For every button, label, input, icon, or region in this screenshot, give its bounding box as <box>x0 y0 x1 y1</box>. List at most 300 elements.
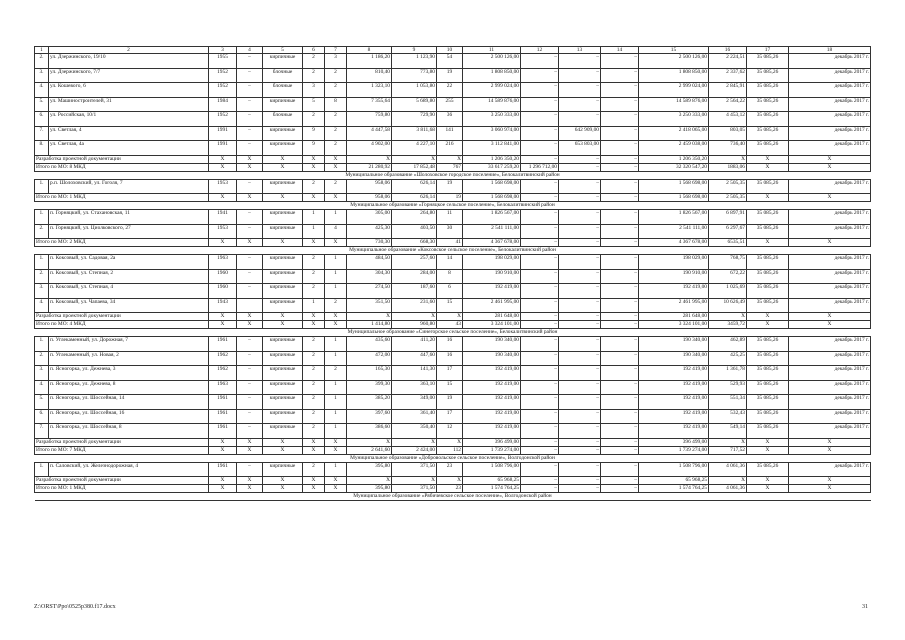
table-cell: 35 085,26 <box>747 380 789 395</box>
table-cell: 2 418 065,00 <box>639 126 709 141</box>
table-cell: декабрь 2017 г. <box>789 337 871 352</box>
table-cell: 17 <box>437 409 463 424</box>
table-cell: 35 085,26 <box>747 54 789 69</box>
table-cell: 35 085,26 <box>747 337 789 352</box>
summary-cell: 730,30 <box>347 239 392 247</box>
table-cell: 2 564,22 <box>709 97 747 112</box>
summary-cell: X <box>303 321 325 329</box>
table-cell: 35 085,26 <box>747 424 789 439</box>
table-body <box>35 47 871 501</box>
table-cell: 1 323,10 <box>347 83 392 98</box>
address-cell: р.п. Шолоховский, ул. Гоголя, 7 <box>49 179 209 194</box>
summary-cell: X <box>747 313 789 321</box>
table-cell: 3 <box>303 83 325 98</box>
summary-cell: X <box>209 321 237 329</box>
summary-cell: – <box>521 446 559 454</box>
summary-cell: 371,50 <box>392 485 437 493</box>
summary-cell: 3459,72 <box>709 321 747 329</box>
summary-cell: X <box>789 239 871 247</box>
table-cell: 2 461 995,00 <box>463 298 521 313</box>
summary-row <box>35 313 871 321</box>
table-cell: – <box>601 380 639 395</box>
table-cell: 2 461 995,00 <box>639 298 709 313</box>
summary-cell: X <box>237 321 263 329</box>
summary-cell: X <box>789 321 871 329</box>
summary-cell: – <box>521 155 559 163</box>
table-row <box>35 141 871 156</box>
summary-cell: 3 324 101,00 <box>463 321 521 329</box>
table-cell: – <box>559 54 601 69</box>
table-cell: 264,80 <box>392 210 437 225</box>
summary-cell: 4 061,36 <box>709 485 747 493</box>
table-row <box>35 83 871 98</box>
table-cell: 351,50 <box>347 298 392 313</box>
summary-cell: – <box>559 239 601 247</box>
table-cell: 231,60 <box>392 298 437 313</box>
table-cell: кирпичные <box>263 141 303 156</box>
summary-cell: X <box>209 438 237 446</box>
summary-cell: – <box>559 155 601 163</box>
summary-cell: X <box>392 477 437 485</box>
table-cell: 2 <box>303 112 325 127</box>
table-cell: 2 500 126,00 <box>463 54 521 69</box>
table-cell: 4. <box>35 380 49 395</box>
summary-cell: – <box>601 438 639 446</box>
summary-cell: 32 320 547,20 <box>639 163 709 171</box>
table-cell: 447,60 <box>392 351 437 366</box>
summary-cell: X <box>789 163 871 171</box>
summary-cell: 65 968,25 <box>639 477 709 485</box>
table-cell: 2 <box>325 298 347 313</box>
table-cell: – <box>521 68 559 83</box>
table-cell: 1943 <box>209 298 237 313</box>
table-cell: – <box>559 380 601 395</box>
table-cell: декабрь 2017 г. <box>789 366 871 381</box>
table-cell: 2 505,35 <box>709 179 747 194</box>
column-number-cell: 11 <box>463 47 521 54</box>
summary-cell: 1 568 698,00 <box>639 194 709 202</box>
summary-cell: – <box>559 194 601 202</box>
table-cell: – <box>521 366 559 381</box>
summary-cell: X <box>237 194 263 202</box>
table-cell: 1 <box>303 224 325 239</box>
summary-cell: X <box>789 438 871 446</box>
table-cell: 2 541 111,00 <box>639 224 709 239</box>
table-cell: 1 <box>325 462 347 477</box>
summary-row <box>35 477 871 485</box>
table-cell: 1953 <box>209 179 237 194</box>
table-cell: 6 897,91 <box>709 210 747 225</box>
address-cell: п. Коксовый, ул. Степная, 4 <box>49 284 209 299</box>
table-cell: 2 <box>303 395 325 410</box>
table-cell: 5. <box>35 395 49 410</box>
table-cell: 1955 <box>209 54 237 69</box>
table-cell: декабрь 2017 г. <box>789 112 871 127</box>
table-cell: – <box>237 462 263 477</box>
column-number-cell: 7 <box>325 47 347 54</box>
table-cell: 2 <box>325 141 347 156</box>
table-cell: 1. <box>35 255 49 270</box>
column-number-cell: 10 <box>437 47 463 54</box>
table-cell: 2 <box>303 351 325 366</box>
table-cell: – <box>521 141 559 156</box>
table-cell: 1 508 796,00 <box>463 462 521 477</box>
table-cell: 385,20 <box>347 395 392 410</box>
table-row <box>35 337 871 352</box>
summary-cell: – <box>601 313 639 321</box>
table-cell: 6 297,67 <box>709 224 747 239</box>
table-cell: 2 <box>325 366 347 381</box>
summary-cell: – <box>559 438 601 446</box>
table-cell: – <box>601 126 639 141</box>
table-cell: 2 <box>303 337 325 352</box>
column-number-cell: 17 <box>747 47 789 54</box>
table-cell: – <box>601 179 639 194</box>
table-cell: 15 <box>437 380 463 395</box>
table-cell: 803,05 <box>709 126 747 141</box>
address-cell: ул. Дзержинского, 7/7 <box>49 68 209 83</box>
summary-cell: X <box>237 438 263 446</box>
summary-cell: – <box>601 477 639 485</box>
table-cell: – <box>521 351 559 366</box>
table-cell: 14 <box>437 255 463 270</box>
summary-cell: X <box>209 155 237 163</box>
table-cell: кирпичные <box>263 366 303 381</box>
summary-cell: X <box>347 155 392 163</box>
table-cell: 1941 <box>209 210 237 225</box>
table-cell: 6 <box>437 284 463 299</box>
summary-cell: – <box>559 163 601 171</box>
table-cell: 35 085,26 <box>747 366 789 381</box>
table-row <box>35 269 871 284</box>
summary-cell: X <box>303 163 325 171</box>
table-cell: 12 <box>437 424 463 439</box>
table-cell: декабрь 2017 г. <box>789 97 871 112</box>
table-cell: – <box>601 298 639 313</box>
table-cell: кирпичные <box>263 284 303 299</box>
table-cell: – <box>601 337 639 352</box>
table-cell: 2 845,91 <box>709 83 747 98</box>
table-cell: – <box>237 54 263 69</box>
table-cell: 7. <box>35 126 49 141</box>
table-cell: 3 112 841,00 <box>463 141 521 156</box>
table-cell: – <box>521 54 559 69</box>
table-cell: – <box>237 424 263 439</box>
table-cell: 361,40 <box>392 409 437 424</box>
table-cell: – <box>237 337 263 352</box>
summary-cell: 717,52 <box>709 446 747 454</box>
summary-cell: – <box>601 163 639 171</box>
table-cell: 1961 <box>209 409 237 424</box>
table-cell: декабрь 2017 г. <box>789 54 871 69</box>
summary-cell: X <box>325 446 347 454</box>
table-cell: – <box>521 224 559 239</box>
table-cell: 3. <box>35 366 49 381</box>
summary-cell: X <box>709 155 747 163</box>
table-cell: 6. <box>35 112 49 127</box>
table-cell: декабрь 2017 г. <box>789 409 871 424</box>
table-cell: кирпичные <box>263 255 303 270</box>
table-cell: 35 085,26 <box>747 179 789 194</box>
table-cell: 4 902,00 <box>347 141 392 156</box>
summary-cell: 767 <box>437 163 463 171</box>
table-row <box>35 351 871 366</box>
column-number-cell: 9 <box>392 47 437 54</box>
table-cell: 1960 <box>209 284 237 299</box>
summary-cell: 668,30 <box>392 239 437 247</box>
column-number-cell: 6 <box>303 47 325 54</box>
table-cell: кирпичные <box>263 337 303 352</box>
table-cell: 529,93 <box>709 380 747 395</box>
table-cell: 349,00 <box>392 395 437 410</box>
summary-cell: 396 499,00 <box>639 438 709 446</box>
summary-label: Итого по МО: 8 МКД <box>35 163 209 171</box>
table-cell: – <box>559 97 601 112</box>
table-cell: декабрь 2017 г. <box>789 126 871 141</box>
table-cell: 190 340,00 <box>463 337 521 352</box>
summary-cell: 1 739 274,00 <box>463 446 521 454</box>
table-cell: – <box>601 210 639 225</box>
summary-cell: X <box>347 313 392 321</box>
table-cell: кирпичные <box>263 424 303 439</box>
table-cell: 1 <box>325 351 347 366</box>
table-cell: – <box>601 424 639 439</box>
summary-cell: 1 568 698,00 <box>463 194 521 202</box>
summary-cell: X <box>747 194 789 202</box>
table-cell: 165,30 <box>347 366 392 381</box>
column-number-cell: 1 <box>35 47 49 54</box>
summary-cell: X <box>303 313 325 321</box>
summary-cell: 23 <box>437 485 463 493</box>
table-cell: 192 419,00 <box>463 380 521 395</box>
table-cell: 284,00 <box>392 269 437 284</box>
table-cell: 1. <box>35 210 49 225</box>
table-cell: 1 361,78 <box>709 366 747 381</box>
table-cell: 1 053,80 <box>392 83 437 98</box>
table-cell: 2 999 024,00 <box>639 83 709 98</box>
table-cell: – <box>521 462 559 477</box>
table-cell: 23 <box>437 462 463 477</box>
table-cell: – <box>237 284 263 299</box>
table-cell: 255 <box>437 97 463 112</box>
summary-cell: X <box>209 477 237 485</box>
table-cell: – <box>521 269 559 284</box>
table-cell: декабрь 2017 г. <box>789 68 871 83</box>
table-cell: кирпичные <box>263 269 303 284</box>
table-cell: 2 337,62 <box>709 68 747 83</box>
table-cell: 1963 <box>209 255 237 270</box>
table-cell: 2. <box>35 54 49 69</box>
table-cell: 532,43 <box>709 409 747 424</box>
table-cell: – <box>237 97 263 112</box>
summary-cell: X <box>303 155 325 163</box>
table-cell: 35 085,26 <box>747 210 789 225</box>
municipality-name: Муниципальное образование «Коксовское сельское поселение», Белокалитвинский район <box>35 247 871 255</box>
summary-label: Итого по МО: 2 МКД <box>35 239 209 247</box>
table-cell: 1. <box>35 179 49 194</box>
table-cell: – <box>601 83 639 98</box>
table-cell: 411,20 <box>392 337 437 352</box>
table-cell: 192 419,00 <box>463 424 521 439</box>
summary-cell: – <box>521 239 559 247</box>
table-cell: 1 <box>325 269 347 284</box>
address-cell: п. Ясногорка, ул. Шоссейная, 16 <box>49 409 209 424</box>
table-cell: 14 589 876,00 <box>639 97 709 112</box>
table-cell: 1961 <box>209 462 237 477</box>
table-cell: 1952 <box>209 83 237 98</box>
table-cell: 7 355,64 <box>347 97 392 112</box>
summary-cell: X <box>263 438 303 446</box>
table-cell: 141,30 <box>392 366 437 381</box>
column-number-cell: 5 <box>263 47 303 54</box>
table-cell: кирпичные <box>263 395 303 410</box>
table-cell: 9 <box>303 141 325 156</box>
municipality-header-row <box>35 329 871 337</box>
table-cell: 2 <box>303 366 325 381</box>
summary-cell: 65 968,25 <box>463 477 521 485</box>
table-row <box>35 210 871 225</box>
table-cell: – <box>601 409 639 424</box>
table-cell: 192 419,00 <box>463 409 521 424</box>
summary-cell: X <box>747 321 789 329</box>
address-cell: ул. Кошевого, 6 <box>49 83 209 98</box>
table-cell: – <box>559 224 601 239</box>
summary-cell: X <box>237 477 263 485</box>
table-cell: кирпичные <box>263 126 303 141</box>
table-cell: – <box>559 424 601 439</box>
column-number-cell: 2 <box>49 47 209 54</box>
summary-cell: X <box>209 485 237 493</box>
table-cell: декабрь 2017 г. <box>789 179 871 194</box>
summary-label: Итого по МО: 1 МКД <box>35 194 209 202</box>
table-cell: 1952 <box>209 112 237 127</box>
table-cell: 4 447,58 <box>347 126 392 141</box>
table-row <box>35 224 871 239</box>
summary-cell: – <box>521 485 559 493</box>
table-cell: кирпичные <box>263 351 303 366</box>
table-cell: 363,10 <box>392 380 437 395</box>
footer-page-number: 31 <box>862 604 868 610</box>
table-cell: 35 085,26 <box>747 395 789 410</box>
table-cell: 1. <box>35 462 49 477</box>
summary-cell: X <box>392 438 437 446</box>
summary-label: Разработка проектной документации <box>35 477 209 485</box>
table-cell: 729,90 <box>392 112 437 127</box>
table-cell: кирпичные <box>263 97 303 112</box>
table-cell: – <box>601 54 639 69</box>
summary-cell: X <box>437 155 463 163</box>
column-number-cell: 14 <box>601 47 639 54</box>
summary-cell: 1 206 350,20 <box>463 155 521 163</box>
table-row <box>35 112 871 127</box>
column-number-cell: 12 <box>521 47 559 54</box>
summary-cell: X <box>747 438 789 446</box>
summary-cell: X <box>437 438 463 446</box>
table-cell: – <box>601 462 639 477</box>
table-cell: – <box>601 255 639 270</box>
summary-cell: – <box>559 485 601 493</box>
summary-cell: X <box>789 313 871 321</box>
summary-cell: X <box>237 155 263 163</box>
table-cell: 5. <box>35 97 49 112</box>
table-cell: 1 568 698,00 <box>463 179 521 194</box>
table-cell: 472,00 <box>347 351 392 366</box>
table-cell: кирпичные <box>263 210 303 225</box>
table-cell: 35 085,26 <box>747 351 789 366</box>
table-cell: 35 085,26 <box>747 462 789 477</box>
summary-cell: X <box>789 477 871 485</box>
summary-cell: X <box>392 313 437 321</box>
table-cell: 36 <box>437 112 463 127</box>
address-cell: ул. Дзержинского, 19/10 <box>49 54 209 69</box>
summary-cell: 1 206 350,20 <box>639 155 709 163</box>
municipality-header-row <box>35 171 871 179</box>
table-cell: – <box>601 224 639 239</box>
table-cell: 5 <box>303 97 325 112</box>
address-cell: п. Ясногорка, ул. Дежнева, 8 <box>49 380 209 395</box>
table-cell: – <box>559 112 601 127</box>
table-cell: 1 <box>325 337 347 352</box>
table-cell: – <box>559 210 601 225</box>
table-cell: 958,06 <box>347 179 392 194</box>
table-cell: 653 803,00 <box>559 141 601 156</box>
summary-cell: X <box>709 313 747 321</box>
table-cell: 1953 <box>209 224 237 239</box>
address-cell: ул. Светлая, 4 <box>49 126 209 141</box>
address-cell: ул. Российская, 10/1 <box>49 112 209 127</box>
table-cell: 549,14 <box>709 424 747 439</box>
table-cell: – <box>237 83 263 98</box>
summary-cell: 1 414,80 <box>347 321 392 329</box>
table-cell: 551,34 <box>709 395 747 410</box>
table-cell: 403,50 <box>392 224 437 239</box>
summary-cell: X <box>747 485 789 493</box>
summary-cell: 112 <box>437 446 463 454</box>
table-cell: 3 250 333,00 <box>463 112 521 127</box>
summary-label: Разработка проектной документации <box>35 438 209 446</box>
table-row <box>35 462 871 477</box>
table-cell: кирпичные <box>263 224 303 239</box>
summary-cell: 41 <box>437 239 463 247</box>
summary-cell: X <box>789 485 871 493</box>
table-cell: 1 508 796,00 <box>639 462 709 477</box>
table-cell: 1963 <box>209 380 237 395</box>
table-cell: – <box>559 366 601 381</box>
summary-cell: X <box>437 313 463 321</box>
table-cell: 2. <box>35 269 49 284</box>
table-cell: 192 419,00 <box>639 409 709 424</box>
table-cell: 4 453,12 <box>709 112 747 127</box>
municipality-header-row <box>35 202 871 210</box>
table-cell: 190 340,00 <box>463 351 521 366</box>
table-cell: – <box>601 269 639 284</box>
summary-cell: 1 739 274,00 <box>639 446 709 454</box>
summary-cell: X <box>789 155 871 163</box>
table-cell: 2 <box>325 112 347 127</box>
summary-cell: X <box>263 485 303 493</box>
address-cell: ул. Машиностроителей, 31 <box>49 97 209 112</box>
table-cell: 190 910,00 <box>639 269 709 284</box>
summary-cell: 960,80 <box>392 321 437 329</box>
table-cell: – <box>559 395 601 410</box>
summary-cell: 1 296 712,00 <box>521 163 559 171</box>
municipality-name: Муниципальное образование «Синегорское сельское поселение», Белокалитвинский район <box>35 329 871 337</box>
table-cell: 2 500 126,00 <box>639 54 709 69</box>
summary-cell: – <box>601 321 639 329</box>
table-cell: 1 <box>325 255 347 270</box>
table-cell: 4 <box>325 224 347 239</box>
summary-cell: – <box>601 239 639 247</box>
